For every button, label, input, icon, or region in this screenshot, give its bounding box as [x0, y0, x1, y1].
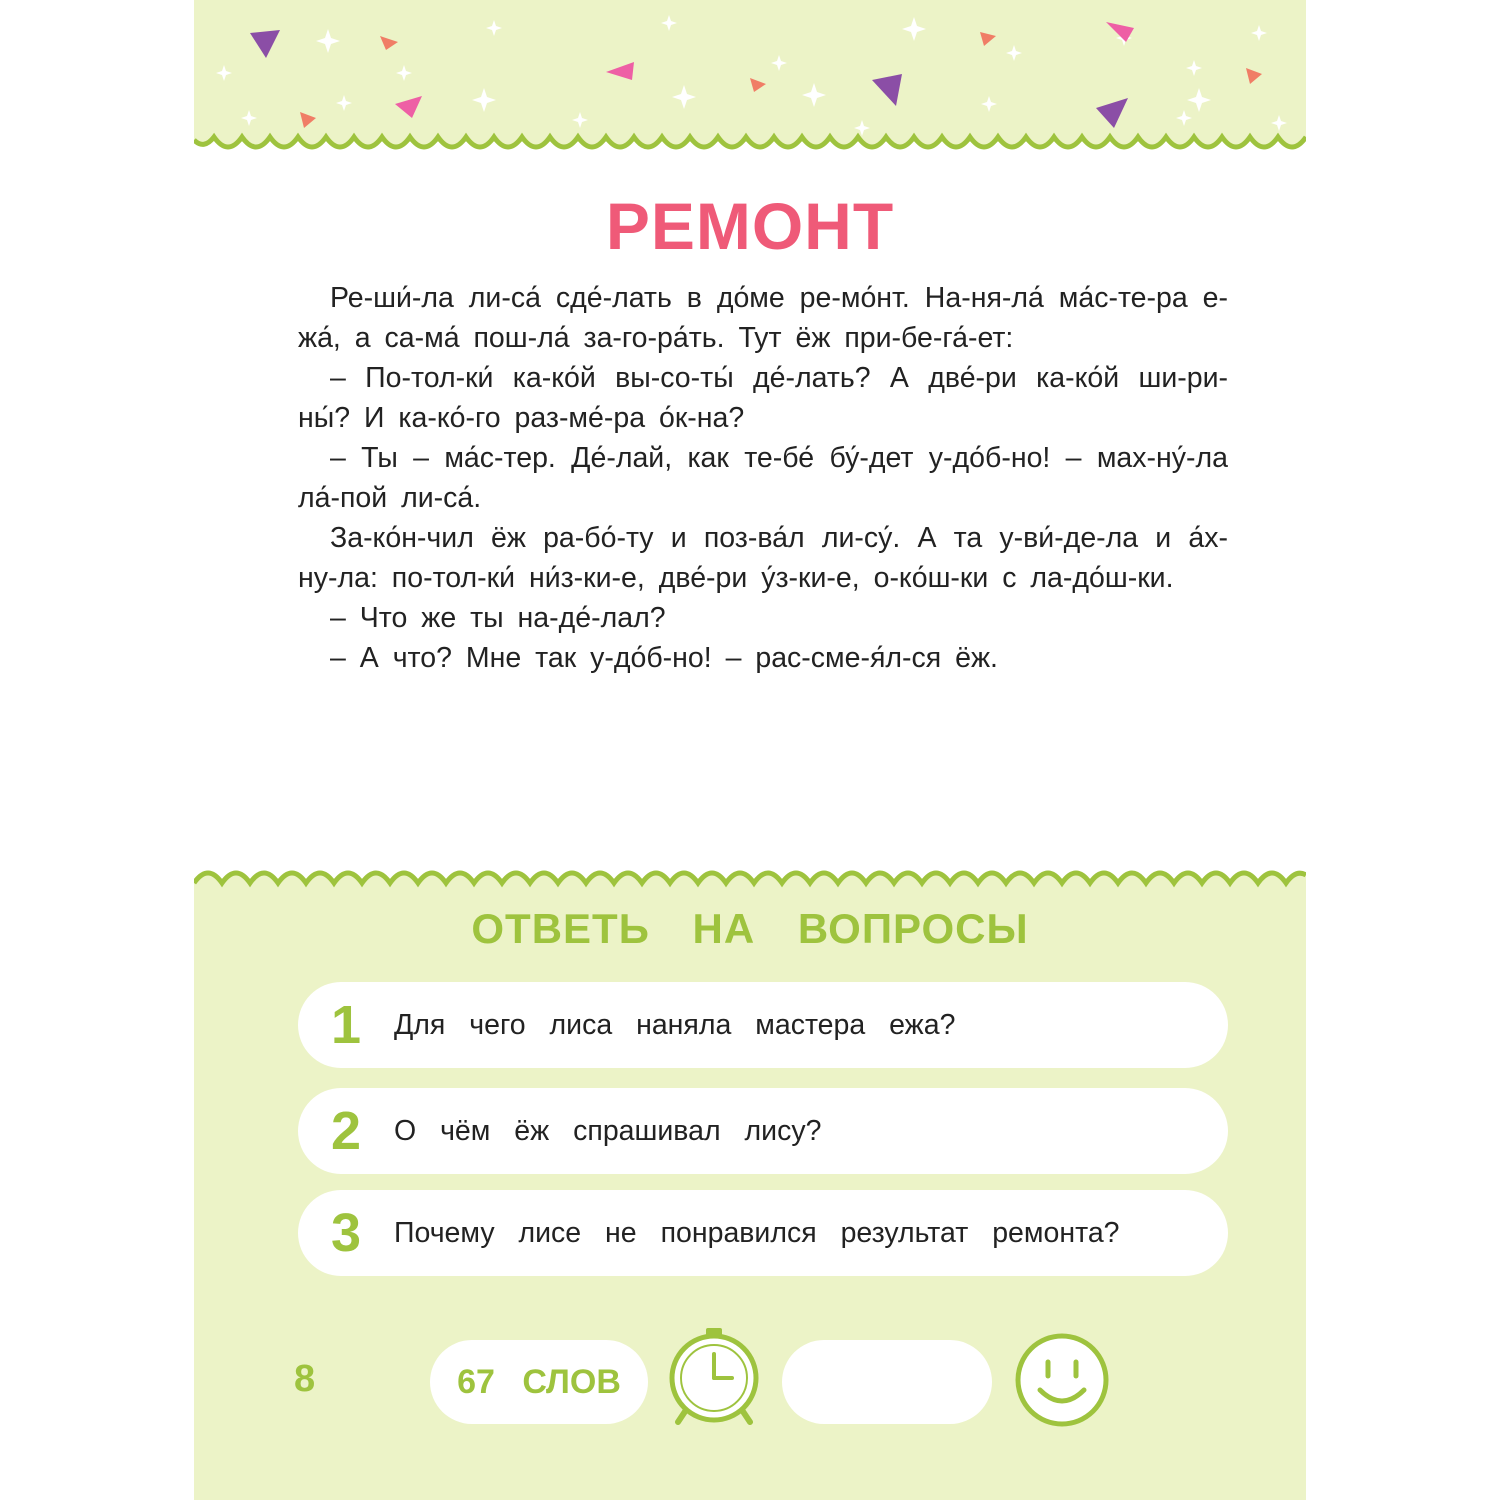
story-paragraph: – Ты – ма́с-тер. Де́-лай, как те-бе́ бу́-дет у-до́б-но! – мах-ну́-ла ла́-пой ли-са́.	[298, 442, 1228, 514]
question-item	[298, 1190, 1228, 1276]
page-number: 8	[294, 1358, 316, 1400]
question-number: 2	[330, 1101, 362, 1161]
story-paragraph: Ре-ши́-ла ли-са́ сде́-лать в до́ме ре-мо́нт. На-ня-ла́ ма́с-те-ра е-жа́, а са-ма́ пош-ла́ за-го-ра́ть. Тут ёж при-бе-га́-ет:	[298, 282, 1228, 354]
top-decoration	[194, 0, 1306, 160]
story-paragraph: – А что? Мне так у-до́б-но! – рас-сме-я́л-ся ёж.	[330, 642, 998, 674]
story-paragraph: За-ко́н-чил ёж ра-бо́-ту и поз-ва́л ли-су́. А та у-ви́-де-ла и а́х-ну-ла: по-тол-ки́ ни́з-ки-е, две́-ри у́з-ки-е, о-ко́ш-ки с ла-до́ш-ки.	[298, 522, 1228, 594]
alarm-clock-icon	[666, 1326, 762, 1426]
story-paragraph: – По-тол-ки́ ка-ко́й вы-со-ты́ де́-лать? А две́-ри ка-ко́й ши-ри-ны́? И ка-ко́-го раз-ме́-ра о́к-на?	[298, 362, 1228, 434]
question-number: 1	[330, 995, 362, 1055]
story-title: РЕМОНТ	[605, 189, 895, 263]
questions-title: ОТВЕТЬ НА ВОПРОСЫ	[471, 905, 1029, 952]
question-text: Для чего лиса наняла мастера ежа?	[394, 1008, 956, 1041]
question-item	[298, 1088, 1228, 1174]
reading-time-field[interactable]	[782, 1340, 992, 1424]
question-text: Почему лисе не понравился результат ремонта?	[394, 1216, 1120, 1249]
question-item	[298, 982, 1228, 1068]
story-text	[298, 278, 1228, 678]
top-band-fill	[194, 0, 1306, 147]
word-count-badge: 67 СЛОВ	[430, 1340, 648, 1424]
question-number: 3	[330, 1203, 362, 1263]
smiley-icon	[1012, 1330, 1112, 1430]
question-text: О чём ёж спрашивал лису?	[394, 1114, 822, 1147]
book-page	[194, 0, 1306, 1500]
story-paragraph: – Что же ты на-де́-лал?	[330, 602, 666, 634]
